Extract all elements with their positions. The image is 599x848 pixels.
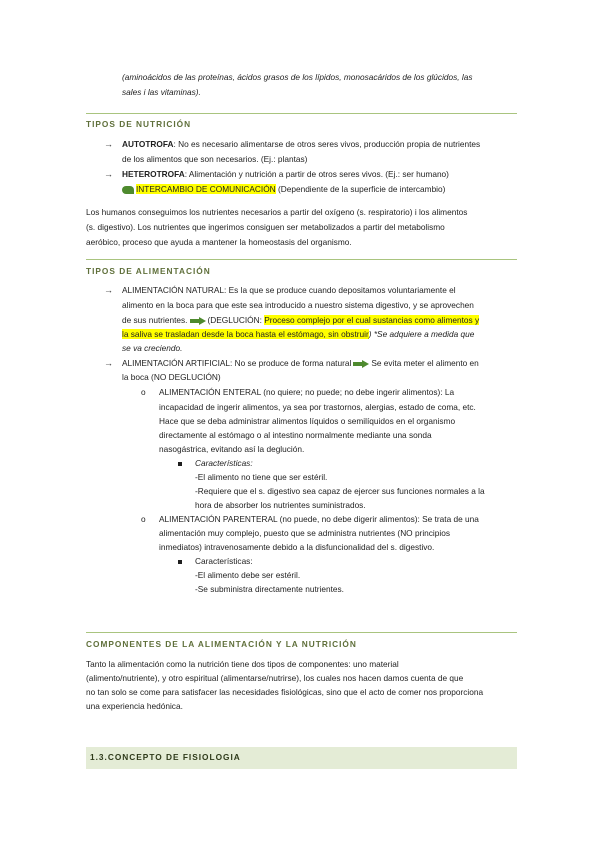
intercambio-highlight: INTERCAMBIO DE COMUNICACIÓN [136,184,276,194]
intro-line-2: sales i las vitaminas). [122,87,201,97]
natural-line-5: se va creciendo. [122,343,183,353]
natural-line-3a: de sus nutrientes. [122,315,188,325]
square-bullet-icon [178,462,182,466]
section-heading-componentes: COMPONENTES DE LA ALIMENTACIÓN Y LA NUTRICIÓN [86,639,357,649]
section-heading-bar [86,747,517,769]
enteral-char-label: Características: [195,458,253,468]
natural-line-1: ALIMENTACIÓN NATURAL: Es la que se produce cuando depositamos voluntariamente el [122,285,456,295]
circle-bullet-icon: o [141,387,146,397]
natural-line-2: alimento en la boca para que este sea introducido a nuestro sistema digestivo, y se aprovechen [122,300,474,310]
section-rule [86,632,517,633]
componentes-line-3: no tan solo se come para satisfacer las necesidades fisiológicas, sino que el acto de comer nos proporciona [86,687,484,697]
deglucion-highlight-2: la saliva se trasladan desde la boca hasta el estómago, sin obstruir [122,329,369,339]
heterotrofa-label: HETEROTROFA [122,169,185,179]
heterotrofa-text: : Alimentación y nutrición a partir de otros seres vivos. (Ej.: ser humano) [184,169,449,179]
arrow-right-icon: → [104,285,113,295]
nutricion-paragraph-1: Los humanos conseguimos los nutrientes necesarios a partir del oxígeno (s. respiratorio) i los alimentos [86,207,468,217]
list-item-heterotrofa [104,167,517,197]
enteral-line-3: Hace que se deba administrar alimentos líquidos o semilíquidos en el organismo [159,416,456,426]
enteral-line-5: nasogástrica, evitando así la deglución. [159,444,305,454]
artificial-line-1b: Se evita meter el alimento en [371,358,479,368]
section-rule [86,113,517,114]
enteral-line-1: ALIMENTACIÓN ENTERAL (no quiere; no puede; no debe ingerir alimentos): La [159,387,455,397]
autotrofa-text-2: de los alimentos que son necesarios. (Ej.: plantas) [122,154,308,164]
componentes-line-1: Tanto la alimentación como la nutrición tiene dos tipos de componentes: uno material [86,659,399,669]
square-bullet-icon [178,560,182,564]
section-heading-nutricion: TIPOS DE NUTRICIÓN [86,119,192,129]
enteral-line-2: incapacidad de ingerir alimentos, ya sea por trastornos, alergias, estado de coma, etc. [159,402,476,412]
enteral-char-3: hora de absorber los nutrientes suministrados. [195,500,366,510]
circle-bullet-icon: o [141,514,146,524]
curved-arrow-icon [122,186,134,194]
parenteral-line-2: alimentación muy complejo, puesto que se administra nutrientes (NO principios [159,528,450,538]
natural-line-4b: ) *Se adquiere a medida que [368,329,475,339]
parenteral-line-3: inmediatos) intravenosamente debido a la disfuncionalidad del s. digestivo. [159,542,435,552]
parenteral-char-1: -El alimento debe ser estéril. [195,570,301,580]
arrow-right-icon: → [104,139,113,149]
section-heading-fisiologia: 1.3.CONCEPTO DE FISIOLOGIA [90,752,241,762]
parenteral-char-label: Características: [195,556,253,566]
enteral-line-4: directamente al estómago o al intestino normalmente mediante una sonda [159,430,432,440]
intro-line-1: (aminoácidos de las proteínas, ácidos grasos de los lípidos, monosacáridos de los glúcidos, las [122,72,473,82]
parenteral-line-1: ALIMENTACIÓN PARENTERAL (no puede, no debe digerir alimentos): Se trata de una [159,514,479,524]
green-arrow-icon [353,360,369,368]
arrow-right-icon: → [104,358,113,368]
artificial-line-2: la boca (NO DEGLUCIÓN) [122,372,221,382]
intercambio-rest: (Dependiente de la superficie de intercambio) [277,184,446,194]
artificial-line-1a: ALIMENTACIÓN ARTIFICIAL: No se produce de forma natural [122,358,352,368]
enteral-char-2: -Requiere que el s. digestivo sea capaz de ejercer sus funciones normales a la [195,486,485,496]
green-arrow-icon [190,317,206,325]
section-rule [86,259,517,260]
nutricion-paragraph-3: aeróbico, proceso que ayuda a mantener la homeostasis del organismo. [86,237,352,247]
nutricion-paragraph-2: (s. digestivo). Los nutrientes que ingerimos consiguen ser metabolizados a partir del metabolismo [86,222,445,232]
deglucion-highlight-1: Proceso complejo por el cual sustancias como alimentos y [264,315,480,325]
list-item-autotrofa [104,137,517,167]
componentes-line-2: (alimento/nutriente), y otro espiritual (alimentarse/nutrirse), los cuales nos hacen damos cuenta de que [86,673,464,683]
parenteral-char-2: -Se subministra directamente nutrientes. [195,584,344,594]
enteral-char-1: -El alimento no tiene que ser estéril. [195,472,328,482]
section-heading-alimentacion: TIPOS DE ALIMENTACIÓN [86,266,211,276]
autotrofa-label: AUTOTROFA [122,139,174,149]
componentes-line-4: una experiencia hedónica. [86,701,183,711]
arrow-right-icon: → [104,169,113,179]
natural-line-3b: (DEGLUCIÓN: [207,315,262,325]
autotrofa-text: : No es necesario alimentarse de otros seres vivos, producción propia de nutrientes [173,139,481,149]
